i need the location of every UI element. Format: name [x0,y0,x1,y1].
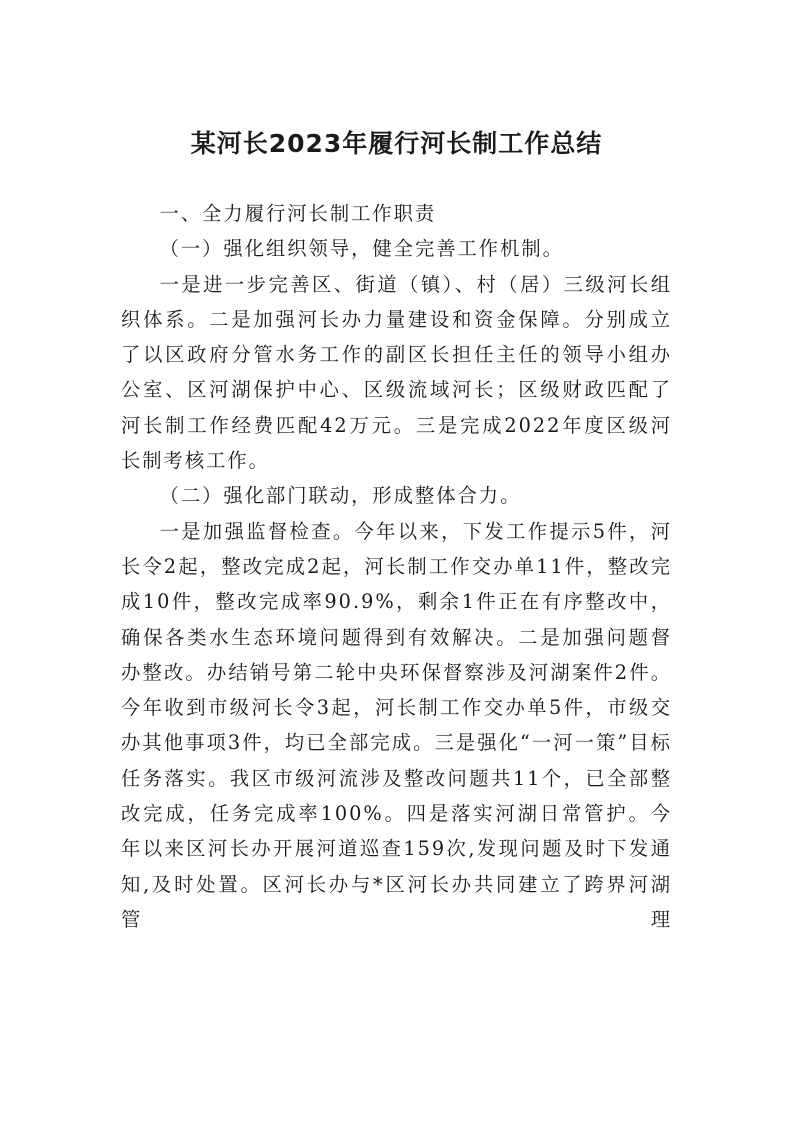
document-body [121,196,672,937]
section-heading: 一、全力履行河长制工作职责 [159,202,437,225]
subsection-heading: （一）强化组织领导，健全完善工作机制。 [159,237,564,261]
body-paragraph: 一是进一步完善区、街道（镇）、村（居）三级河长组织体系。二是加强河长办力量建设和资金保障。分别成立了以区政府分管水务工作的副区长担任主任的领导小组办公室、区河湖保护中心、区级流域河长；区级财政匹配了河长制工作经费匹配42万元。三是完成2022年度区级河长制考核工作。 [121,272,672,473]
subsection-heading: （二）强化部门联动，形成整体合力。 [159,484,522,508]
body-paragraph: 一是加强监督检查。今年以来，下发工作提示5件，河长令2起，整改完成2起，河长制工作交办单11件，整改完成10件，整改完成率90.9%，剩余1件正在有序整改中，确保各类水生态环境问题得到有效解决。二是加强问题督办整改。办结销号第二轮中央环保督察涉及河湖案件2件。今年收到市级河长令3起，河长制工作交办单5件，市级交办其他事项3件，均已全部完成。三是强化“一河一策”目标任务落实。我区市级河流涉及整改问题共11个，已全部整改完成，任务完成率100%。四是落实河湖日常管护。今年以来区河长办开展河道巡查159次,发现问题及时下发通知,及时处置。区河长办与*区河长办共同建立了跨界河湖管理 [121,519,672,931]
document-title: 某河长2023年履行河长制工作总结 [190,129,603,158]
